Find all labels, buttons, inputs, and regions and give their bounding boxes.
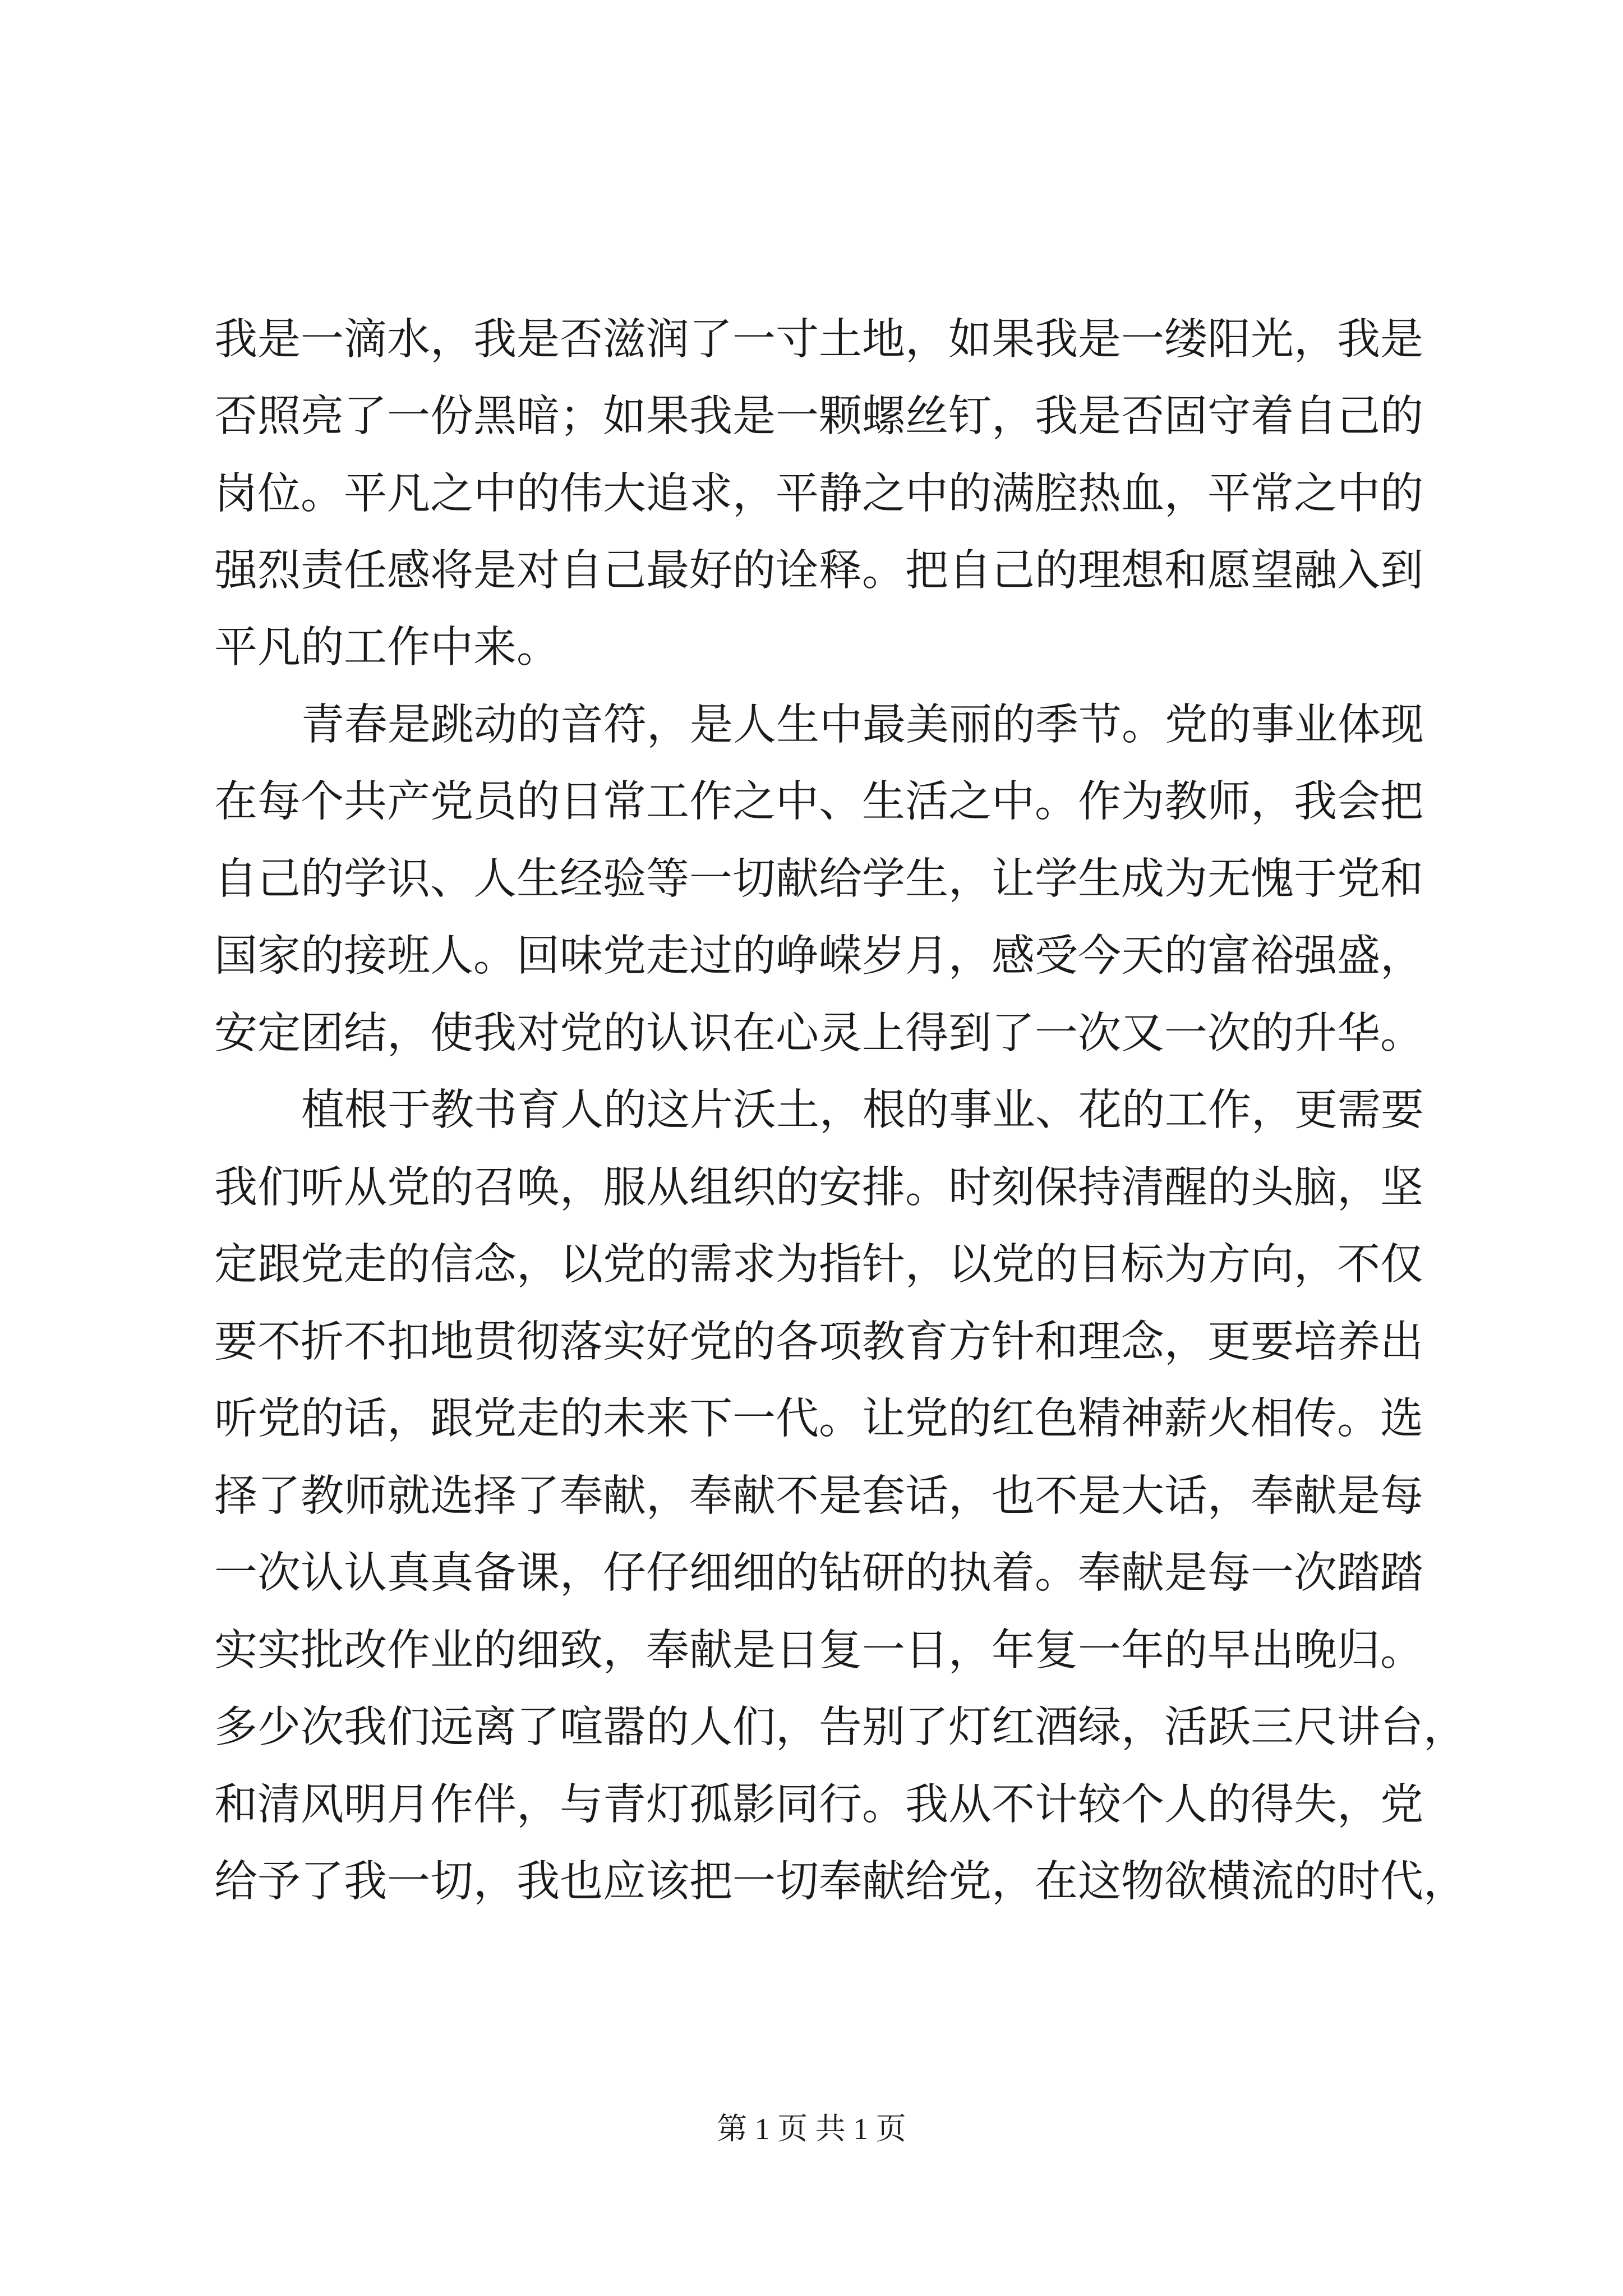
text-line: 我是一滴水，我是否滋润了一寸土地，如果我是一缕阳光，我是 [214,315,1423,365]
text-line: 自己的学识、人生经验等一切献给学生，让学生成为无愧于党和 [214,854,1423,904]
text-line: 定跟党走的信念，以党的需求为指针，以党的目标为方向，不仅 [214,1240,1423,1290]
text-line: 实实批改作业的细致，奉献是日复一日，年复一年的早出晚归。 [214,1626,1423,1676]
text-line: 一次认认真真备课，仔仔细细的钻研的执着。奉献是每一次踏踏 [214,1548,1423,1598]
text-line: 择了教师就选择了奉献，奉献不是套话，也不是大话，奉献是每 [214,1471,1423,1521]
text-line: 平凡的工作中来。 [214,623,560,673]
text-line: 在每个共产党员的日常工作之中、生活之中。作为教师，我会把 [214,777,1423,827]
text-line: 安定团结，使我对党的认识在心灵上得到了一次又一次的升华。 [214,1009,1423,1059]
text-line: 多少次我们远离了喧嚣的人们，告别了灯红酒绿，活跃三尺讲台， [214,1703,1467,1752]
text-line: 否照亮了一份黑暗；如果我是一颗螺丝钉，我是否固守着自己的 [214,392,1423,441]
text-line: 强烈责任感将是对自己最好的诠释。把自己的理想和愿望融入到 [214,546,1423,596]
text-line: 听党的话，跟党走的未来下一代。让党的红色精神薪火相传。选 [214,1394,1423,1444]
paragraph-first-line: 青春是跳动的音符，是人生中最美丽的季节。党的事业体现 [301,700,1424,750]
page-number-footer: 第 1 页 共 1 页 [717,2112,906,2146]
paragraph-first-line: 植根于教书育人的这片沃土，根的事业、花的工作，更需要 [301,1085,1424,1135]
text-line: 和清风明月作伴，与青灯孤影同行。我从不计较个人的得失，党 [214,1780,1423,1830]
text-line: 岗位。平凡之中的伟大追求，平静之中的满腔热血，平常之中的 [214,469,1423,519]
text-line: 给予了我一切，我也应该把一切奉献给党，在这物欲横流的时代， [214,1857,1467,1907]
text-line: 我们听从党的召唤，服从组织的安排。时刻保持清醒的头脑，坚 [214,1163,1423,1213]
text-line: 国家的接班人。回味党走过的峥嵘岁月，感受今天的富裕强盛， [214,931,1423,981]
text-line: 要不折不扣地贯彻落实好党的各项教育方针和理念，更要培养出 [214,1317,1423,1367]
